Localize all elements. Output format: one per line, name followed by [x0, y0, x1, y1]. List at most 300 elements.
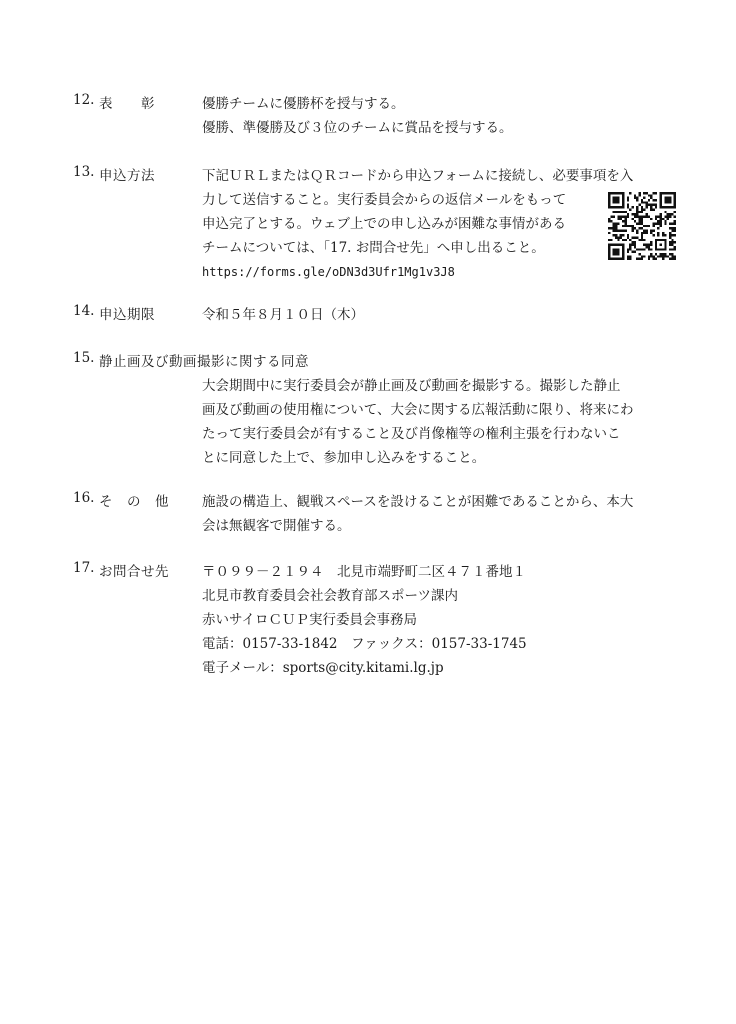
qr-module: [669, 244, 671, 246]
qr-module: [631, 225, 633, 227]
qr-module: [629, 248, 631, 250]
qr-module: [646, 201, 648, 203]
body-line: 下記ＵＲＬまたはＱＲコードから申込フォームに接続し、必要事項を入: [202, 168, 634, 184]
qr-module: [608, 239, 610, 241]
qr-module: [674, 211, 676, 213]
qr-module: [643, 232, 645, 234]
qr-module: [646, 204, 648, 206]
qr-module: [648, 248, 650, 250]
section-label: お問合せ先: [99, 564, 169, 580]
qr-module: [641, 237, 643, 239]
section-number: 13.: [73, 164, 95, 180]
qr-module: [660, 218, 662, 220]
qr-module: [629, 246, 631, 248]
qr-module: [648, 199, 650, 201]
qr-module: [655, 206, 657, 208]
qr-module: [624, 218, 626, 220]
qr-module: [641, 201, 643, 203]
qr-module: [667, 255, 669, 257]
qr-module: [634, 251, 636, 253]
qr-module: [638, 218, 640, 220]
qr-module: [624, 211, 626, 213]
qr-module: [650, 255, 652, 257]
qr-module: [641, 234, 643, 236]
qr-module: [657, 232, 659, 234]
qr-module: [643, 197, 645, 199]
qr-module: [641, 206, 643, 208]
qr-module: [631, 241, 633, 243]
qr-module: [650, 253, 652, 255]
qr-module: [650, 230, 652, 232]
body-line: チームについては、「17. お問合せ先」へ申し出ること。: [202, 240, 545, 256]
qr-module: [662, 234, 664, 236]
qr-module: [610, 239, 612, 241]
qr-module: [657, 215, 659, 217]
qr-module: [648, 244, 650, 246]
qr-module: [636, 208, 638, 210]
qr-module: [610, 215, 612, 217]
qr-module: [629, 239, 631, 241]
qr-module: [627, 204, 629, 206]
qr-module: [650, 206, 652, 208]
qr-module: [650, 232, 652, 234]
qr-module: [646, 192, 648, 194]
qr-module: [674, 246, 676, 248]
qr-module: [655, 218, 657, 220]
body-line: 画及び動画の使用権について、大会に関する広報活動に限り、将来にわ: [202, 402, 634, 418]
qr-module: [664, 253, 666, 255]
qr-module: [650, 218, 652, 220]
qr-module: [634, 237, 636, 239]
qr-module: [650, 208, 652, 210]
qr-module: [641, 218, 643, 220]
qr-module: [643, 248, 645, 250]
qr-module: [613, 222, 615, 224]
qr-module: [669, 248, 671, 250]
qr-module: [615, 237, 617, 239]
qr-module: [615, 222, 617, 224]
qr-module: [624, 222, 626, 224]
qr-module: [671, 230, 673, 232]
qr-module: [636, 215, 638, 217]
qr-module: [667, 215, 669, 217]
qr-module: [648, 204, 650, 206]
qr-module: [643, 225, 645, 227]
qr-module: [669, 222, 671, 224]
qr-module: [674, 248, 676, 250]
qr-module: [646, 246, 648, 248]
qr-module: [646, 213, 648, 215]
qr-module: [627, 215, 629, 217]
qr-module: [660, 215, 662, 217]
qr-module: [655, 192, 657, 194]
qr-module: [653, 234, 655, 236]
qr-module: [638, 258, 640, 260]
qr-module: [627, 225, 629, 227]
section-label: 表 彰: [99, 96, 155, 112]
section-body: [202, 303, 672, 327]
qr-module: [643, 192, 645, 194]
qr-module: [627, 197, 629, 199]
qr-module: [657, 220, 659, 222]
qr-module: [615, 225, 617, 227]
body-line: 令和５年８月１０日（木）: [202, 307, 364, 323]
contact-email[interactable]: 電子メール：sports@city.kitami.lg.jp: [202, 660, 444, 676]
qr-module: [615, 234, 617, 236]
qr-module: [627, 206, 629, 208]
qr-module: [650, 194, 652, 196]
qr-module: [638, 211, 640, 213]
qr-module: [631, 237, 633, 239]
qr-module: [608, 232, 610, 234]
section-body: [202, 374, 672, 470]
qr-module: [671, 258, 673, 260]
qr-module: [636, 211, 638, 213]
qr-module: [671, 241, 673, 243]
qr-module: [660, 220, 662, 222]
qr-module: [634, 244, 636, 246]
qr-module: [655, 222, 657, 224]
qr-module: [653, 222, 655, 224]
body-line: たって実行委員会が有すること及び肖像権等の権利主張を行わないこ: [202, 426, 621, 442]
qr-module: [664, 215, 666, 217]
qr-module: [638, 194, 640, 196]
qr-module: [660, 225, 662, 227]
qr-module: [669, 234, 671, 236]
qr-module: [641, 211, 643, 213]
qr-module: [655, 199, 657, 201]
qr-module: [648, 246, 650, 248]
qr-module: [650, 241, 652, 243]
section-body: [202, 490, 672, 538]
qr-module: [617, 218, 619, 220]
qr-module: [641, 208, 643, 210]
section-body: [202, 560, 672, 680]
qr-module: [627, 248, 629, 250]
qr-module: [667, 218, 669, 220]
qr-module: [646, 215, 648, 217]
qr-module: [653, 204, 655, 206]
qr-module: [667, 213, 669, 215]
qr-module: [627, 255, 629, 257]
qr-module: [669, 232, 671, 234]
body-line: 会は無観客で開催する。: [202, 518, 351, 534]
qr-module: [648, 255, 650, 257]
qr-module: [617, 222, 619, 224]
qr-module: [653, 255, 655, 257]
body-line: 大会期間中に実行委員会が静止画及び動画を撮影する。撮影した静止: [202, 378, 621, 394]
qr-module: [615, 230, 617, 232]
qr-module: [613, 211, 615, 213]
qr-module: [615, 227, 617, 229]
qr-module: [638, 227, 640, 229]
contact-address: 〒０９９－２１９４ 北見市端野町二区４７１番地１: [202, 564, 526, 580]
qr-module: [620, 211, 622, 213]
qr-module: [629, 225, 631, 227]
qr-module: [662, 232, 664, 234]
qr-module: [643, 244, 645, 246]
qr-module: [634, 227, 636, 229]
qr-module: [610, 220, 612, 222]
section-number: 12.: [73, 92, 95, 108]
qr-module: [660, 213, 662, 215]
qr-module: [653, 192, 655, 194]
section-label: 申込方法: [99, 168, 155, 184]
qr-module: [646, 232, 648, 234]
qr-module: [671, 222, 673, 224]
qr-module: [636, 222, 638, 224]
qr-module: [636, 237, 638, 239]
qr-module: [674, 258, 676, 260]
qr-module: [629, 244, 631, 246]
qr-module: [620, 215, 622, 217]
qr-module: [636, 206, 638, 208]
qr-module: [657, 222, 659, 224]
qr-module: [627, 213, 629, 215]
qr-module: [613, 225, 615, 227]
qr-module: [646, 230, 648, 232]
qr-module: [627, 234, 629, 236]
qr-module: [622, 230, 624, 232]
qr-module: [646, 225, 648, 227]
qr-module: [638, 253, 640, 255]
qr-module: [634, 241, 636, 243]
qr-module: [664, 234, 666, 236]
qr-module: [631, 227, 633, 229]
qr-module: [617, 211, 619, 213]
qr-module: [631, 206, 633, 208]
qr-module: [641, 248, 643, 250]
qr-module: [629, 258, 631, 260]
qr-module: [671, 239, 673, 241]
qr-module: [674, 227, 676, 229]
qr-module: [634, 220, 636, 222]
section-number: 16.: [73, 490, 95, 506]
section-body: [202, 92, 672, 140]
qr-module: [638, 220, 640, 222]
qr-module: [627, 258, 629, 260]
application-form-link[interactable]: https://forms.gle/oDN3d3Ufr1Mg1v3J8: [202, 265, 455, 279]
qr-module: [641, 239, 643, 241]
section-label: そ の 他: [99, 494, 169, 510]
qr-module: [627, 199, 629, 201]
qr-module: [662, 258, 664, 260]
section-body: [202, 164, 672, 284]
qr-module: [655, 215, 657, 217]
section-number: 14.: [73, 303, 95, 319]
qr-module: [650, 248, 652, 250]
qr-module: [662, 253, 664, 255]
qr-module: [648, 258, 650, 260]
qr-module: [674, 215, 676, 217]
qr-module: [643, 215, 645, 217]
section-number: 15.: [73, 350, 95, 366]
qr-module: [650, 197, 652, 199]
qr-module: [641, 199, 643, 201]
qr-module: [634, 197, 636, 199]
qr-module: [664, 220, 666, 222]
qr-module: [657, 234, 659, 236]
qr-module: [674, 230, 676, 232]
qr-module: [622, 239, 624, 241]
qr-module: [641, 258, 643, 260]
qr-module: [615, 211, 617, 213]
qr-module: [617, 239, 619, 241]
qr-module: [655, 253, 657, 255]
qr-module: [653, 230, 655, 232]
qr-module: [624, 239, 626, 241]
qr-module: [613, 234, 615, 236]
qr-module: [620, 234, 622, 236]
qr-module: [643, 255, 645, 257]
qr-module: [646, 206, 648, 208]
qr-module: [610, 227, 612, 229]
qr-module: [631, 230, 633, 232]
contact-phone-fax: 電話：0157-33-1842 ファックス：0157-33-1745: [202, 636, 527, 652]
qr-module: [664, 211, 666, 213]
qr-module: [634, 194, 636, 196]
qr-module: [669, 241, 671, 243]
section-label: 静止画及び動画撮影に関する同意: [99, 354, 309, 370]
qr-module: [608, 218, 610, 220]
qr-module: [669, 237, 671, 239]
qr-module: [638, 222, 640, 224]
qr-module: [624, 220, 626, 222]
body-line: 申込完了とする。ウェブ上での申し込みが困難な事情がある: [202, 216, 566, 232]
qr-module: [636, 199, 638, 201]
qr-module: [620, 237, 622, 239]
qr-module: [664, 222, 666, 224]
qr-module: [655, 258, 657, 260]
qr-module: [613, 215, 615, 217]
qr-module: [638, 204, 640, 206]
qr-module: [671, 227, 673, 229]
qr-module: [620, 230, 622, 232]
qr-module: [608, 227, 610, 229]
qr-module: [624, 215, 626, 217]
qr-module: [669, 253, 671, 255]
qr-module: [638, 239, 640, 241]
qr-module: [638, 248, 640, 250]
qr-module: [634, 246, 636, 248]
qr-module: [608, 220, 610, 222]
qr-module: [671, 253, 673, 255]
qr-module: [664, 255, 666, 257]
qr-module: [631, 213, 633, 215]
contact-office: 赤いサイロＣＵＰ実行委員会事務局: [202, 612, 418, 628]
section-number: 17.: [73, 560, 95, 576]
qr-module: [641, 220, 643, 222]
body-line: 優勝、準優勝及び３位のチームに賞品を授与する。: [202, 120, 513, 136]
qr-module: [631, 218, 633, 220]
qr-module: [624, 225, 626, 227]
qr-module: [674, 220, 676, 222]
qr-module: [629, 192, 631, 194]
qr-module: [636, 230, 638, 232]
qr-module: [622, 211, 624, 213]
qr-module: [669, 258, 671, 260]
body-line: 力して送信すること。実行委員会からの返信メールをもって: [202, 192, 567, 208]
qr-module: [653, 225, 655, 227]
body-line: とに同意した上で、参加申し込みをすること。: [202, 450, 486, 466]
qr-module: [617, 237, 619, 239]
qr-module: [638, 215, 640, 217]
qr-module: [627, 237, 629, 239]
qr-module: [624, 230, 626, 232]
qr-module: [674, 241, 676, 243]
qr-module: [671, 213, 673, 215]
qr-module: [660, 222, 662, 224]
section-label: 申込期限: [99, 307, 155, 323]
qr-module: [629, 208, 631, 210]
qr-module: [634, 213, 636, 215]
qr-module: [674, 255, 676, 257]
qr-module: [622, 220, 624, 222]
qr-module: [660, 255, 662, 257]
qr-module: [622, 234, 624, 236]
contact-department: 北見市教育委員会社会教育部スポーツ課内: [202, 588, 458, 604]
qr-module: [636, 248, 638, 250]
qr-module: [636, 232, 638, 234]
qr-module: [643, 208, 645, 210]
qr-module: [643, 239, 645, 241]
qr-module: [643, 230, 645, 232]
qr-module: [641, 232, 643, 234]
qr-code-icon: [608, 192, 676, 260]
qr-module: [671, 234, 673, 236]
qr-module: [657, 227, 659, 229]
qr-module: [613, 230, 615, 232]
qr-module: [638, 192, 640, 194]
qr-module: [655, 204, 657, 206]
qr-module: [641, 227, 643, 229]
qr-module: [660, 253, 662, 255]
qr-module: [641, 215, 643, 217]
body-line: 施設の構造上、観戦スペースを設けることが困難であることから、本大: [202, 494, 634, 510]
qr-module: [650, 244, 652, 246]
qr-module: [641, 222, 643, 224]
qr-module: [620, 218, 622, 220]
qr-module: [671, 248, 673, 250]
qr-module: [629, 255, 631, 257]
qr-module: [636, 213, 638, 215]
body-line: 優勝チームに優勝杯を授与する。: [202, 96, 405, 112]
qr-module: [636, 258, 638, 260]
qr-module: [653, 258, 655, 260]
qr-module: [669, 213, 671, 215]
qr-module: [634, 215, 636, 217]
qr-module: [653, 208, 655, 210]
qr-module: [662, 218, 664, 220]
qr-module: [622, 215, 624, 217]
qr-module: [622, 225, 624, 227]
qr-module: [674, 234, 676, 236]
qr-module: [617, 230, 619, 232]
qr-module: [671, 255, 673, 257]
qr-module: [653, 199, 655, 201]
qr-module: [641, 255, 643, 257]
qr-module: [648, 194, 650, 196]
qr-module: [617, 215, 619, 217]
qr-module: [627, 251, 629, 253]
qr-module: [631, 244, 633, 246]
qr-module: [613, 227, 615, 229]
qr-module: [657, 255, 659, 257]
qr-module: [671, 244, 673, 246]
qr-module: [646, 244, 648, 246]
qr-module: [669, 215, 671, 217]
qr-module: [643, 201, 645, 203]
